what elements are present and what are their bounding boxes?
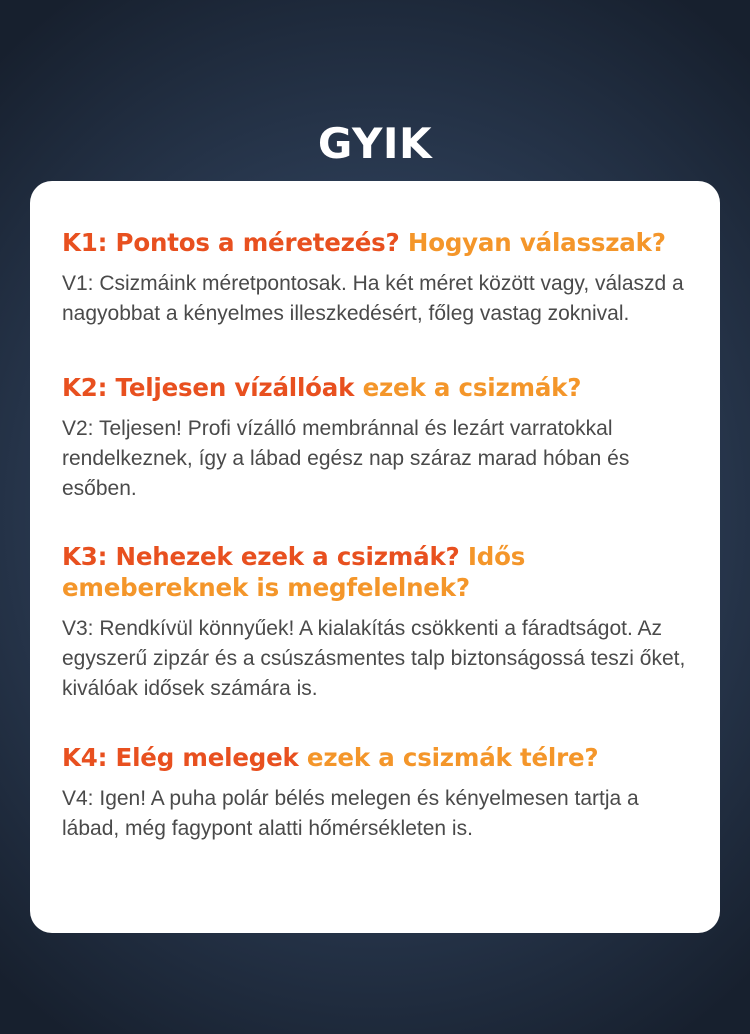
faq-answer-2: V2: Teljesen! Profi vízálló membránnal és lezárt varratokkal rendelkeznek, így a lábad egész nap száraz marad hóban és esőben.	[62, 417, 630, 500]
faq-question-2	[62, 372, 700, 403]
faq-question-1	[62, 227, 700, 258]
faq-item-4	[62, 742, 700, 844]
faq-card	[30, 181, 720, 933]
faq-item-2	[62, 372, 700, 504]
faq-item-1	[62, 227, 700, 329]
faq-question-3-lead: K3: Nehezek ezek a csizmák?	[62, 542, 468, 571]
faq-answer-4: V4: Igen! A puha polár bélés melegen és kényelmesen tartja a lábad, még fagypont alatti hőmérsékleten is.	[62, 787, 639, 840]
page-title: GYIK	[317, 119, 433, 169]
faq-question-1-tail: Hogyan válasszak?	[407, 228, 666, 257]
faq-question-3	[62, 541, 700, 603]
faq-answer-3: V3: Rendkívül könnyűek! A kialakítás csökkenti a fáradtságot. Az egyszerű zipzár és a csúszásmentes talp biztonságossá teszi őket, kiválóak idősek számára is.	[62, 617, 686, 700]
faq-question-2-tail: ezek a csizmák?	[362, 373, 582, 402]
faq-question-1-lead: K1: Pontos a méretezés?	[62, 228, 408, 257]
faq-question-2-lead: K2: Teljesen vízállóak	[62, 373, 363, 402]
faq-question-4	[62, 742, 700, 773]
faq-question-4-tail: ezek a csizmák télre?	[306, 743, 599, 772]
faq-answer-1: V1: Csizmáink méretpontosak. Ha két méret között vagy, válaszd a nagyobbat a kényelmes illeszkedésért, főleg vastag zoknival.	[62, 272, 684, 325]
faq-question-4-lead: K4: Elég melegek	[62, 743, 307, 772]
faq-item-3	[62, 541, 700, 704]
faq-question-3-tail: Idős emebereknek is megfelelnek?	[62, 542, 526, 602]
